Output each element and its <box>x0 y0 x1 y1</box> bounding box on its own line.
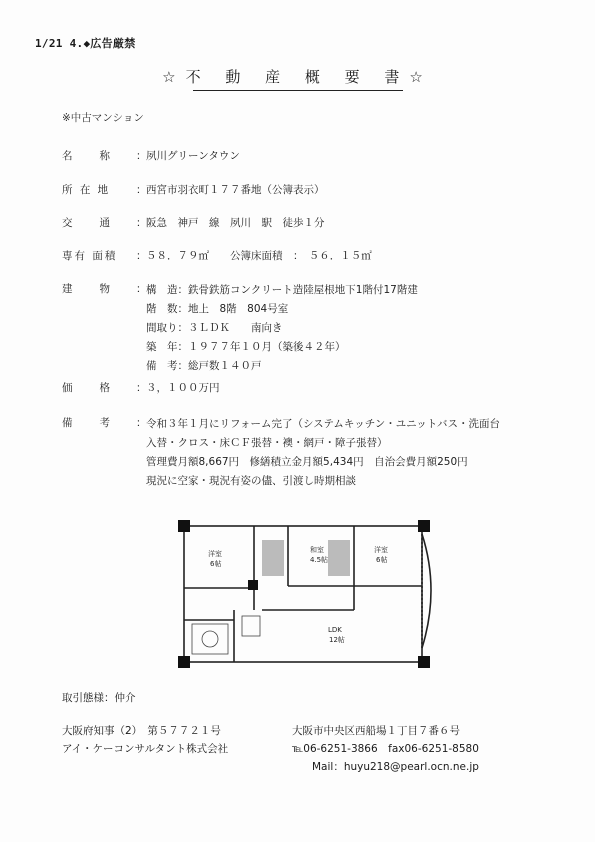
room-ldk-line2: 12帖 <box>329 636 345 644</box>
colon: ： <box>136 283 147 295</box>
building-floor: 階 数：地上 8階 804号室 <box>146 303 289 315</box>
value-area: ５８．７９㎡ 公簿床面積 ： ５６．１５㎡ <box>146 250 372 262</box>
colon: ： <box>136 150 147 162</box>
footer-left <box>62 722 228 758</box>
building-built-year: 築 年：１９７７年１０月（築後４２年） <box>146 341 346 353</box>
label-transport: 交 通 <box>62 217 112 229</box>
label-building: 建 物 <box>62 283 112 295</box>
room-western2-line1: 洋室 <box>374 546 388 554</box>
label-price: 価 格 <box>62 382 112 394</box>
fax-header: 1/21 4.◆広告厳禁 <box>35 37 136 50</box>
label-remarks: 備 考 <box>62 417 112 429</box>
document-title: ☆不 動 産 概 要 書☆ <box>0 66 595 91</box>
colon: ： <box>136 217 147 229</box>
room-japanese-line2: 4.5帖 <box>310 556 329 564</box>
room-western1-line2: 6帖 <box>210 560 222 568</box>
brokerage-label: 取引態様：仲介 <box>62 692 136 704</box>
company-address: 大阪市中央区西船場１丁目７番６号 <box>292 725 460 737</box>
value-building <box>146 281 418 376</box>
floorplan-closet <box>262 540 284 576</box>
value-name: 夙川グリーンタウン <box>146 150 240 162</box>
remarks-status: 現況に空家・現況有姿の儘、引渡し時期相談 <box>146 475 356 487</box>
colon: ： <box>136 184 147 196</box>
remarks-fees: 管理費月額8,667円 修繕積立金月額5,434円 自治会費月額250円 <box>146 456 468 468</box>
building-structure: 構 造：鉄骨鉄筋コンクリート造陸屋根地下1階付17階建 <box>146 284 418 296</box>
floorplan-toilet <box>242 616 260 636</box>
floorplan-closet <box>328 540 350 576</box>
company-email: Mail：huyu218@pearl.ocn.ne.jp <box>312 761 479 773</box>
floorplan-pillar <box>418 520 430 532</box>
colon: ： <box>136 417 147 429</box>
value-remarks <box>146 415 500 491</box>
room-western1-line1: 洋室 <box>208 550 222 558</box>
value-location: 西宮市羽衣町１７７番地（公簿表示） <box>146 184 325 196</box>
label-area: 専有 面積 <box>62 250 118 262</box>
building-note: 備 考：総戸数１４０戸 <box>146 360 262 372</box>
value-price: ３，１００万円 <box>146 382 220 394</box>
property-type: ※中古マンション <box>62 112 144 124</box>
remarks-reform: 令和３年１月にリフォーム完了（システムキッチン・ユニットバス・洗面台 <box>146 418 501 430</box>
floorplan-pillar <box>178 656 190 668</box>
room-ldk-line1: LDK <box>328 626 342 634</box>
floorplan-balcony <box>422 534 431 648</box>
label-name: 名 称 <box>62 150 112 162</box>
company-name: アイ・ケーコンサルタント株式会社 <box>62 743 229 755</box>
floorplan-tub <box>202 631 218 647</box>
floorplan-bath <box>192 624 228 654</box>
floorplan-pillar <box>418 656 430 668</box>
value-transport: 阪急 神戸 線 夙川 駅 徒歩１分 <box>146 217 325 229</box>
room-western2-line2: 6帖 <box>376 556 388 564</box>
colon: ： <box>136 382 147 394</box>
floorplan-pillar <box>248 580 258 590</box>
floorplan-diagram <box>178 520 448 670</box>
license-number: 大阪府知事（2） 第５７７２１号 <box>62 725 221 737</box>
room-japanese-line1: 和室 <box>310 546 324 554</box>
floorplan-pillar <box>178 520 190 532</box>
building-layout: 間取り：３ＬＤＫ 南向き <box>146 322 283 334</box>
footer-right <box>292 722 479 776</box>
colon: ： <box>136 250 147 262</box>
label-location: 所 在 地 <box>62 184 111 196</box>
company-phone: ℡06-6251-3866 fax06-6251-8580 <box>292 743 479 755</box>
remarks-reform-cont: 入替・クロス・床ＣＦ張替・襖・網戸・障子張替） <box>146 437 388 449</box>
